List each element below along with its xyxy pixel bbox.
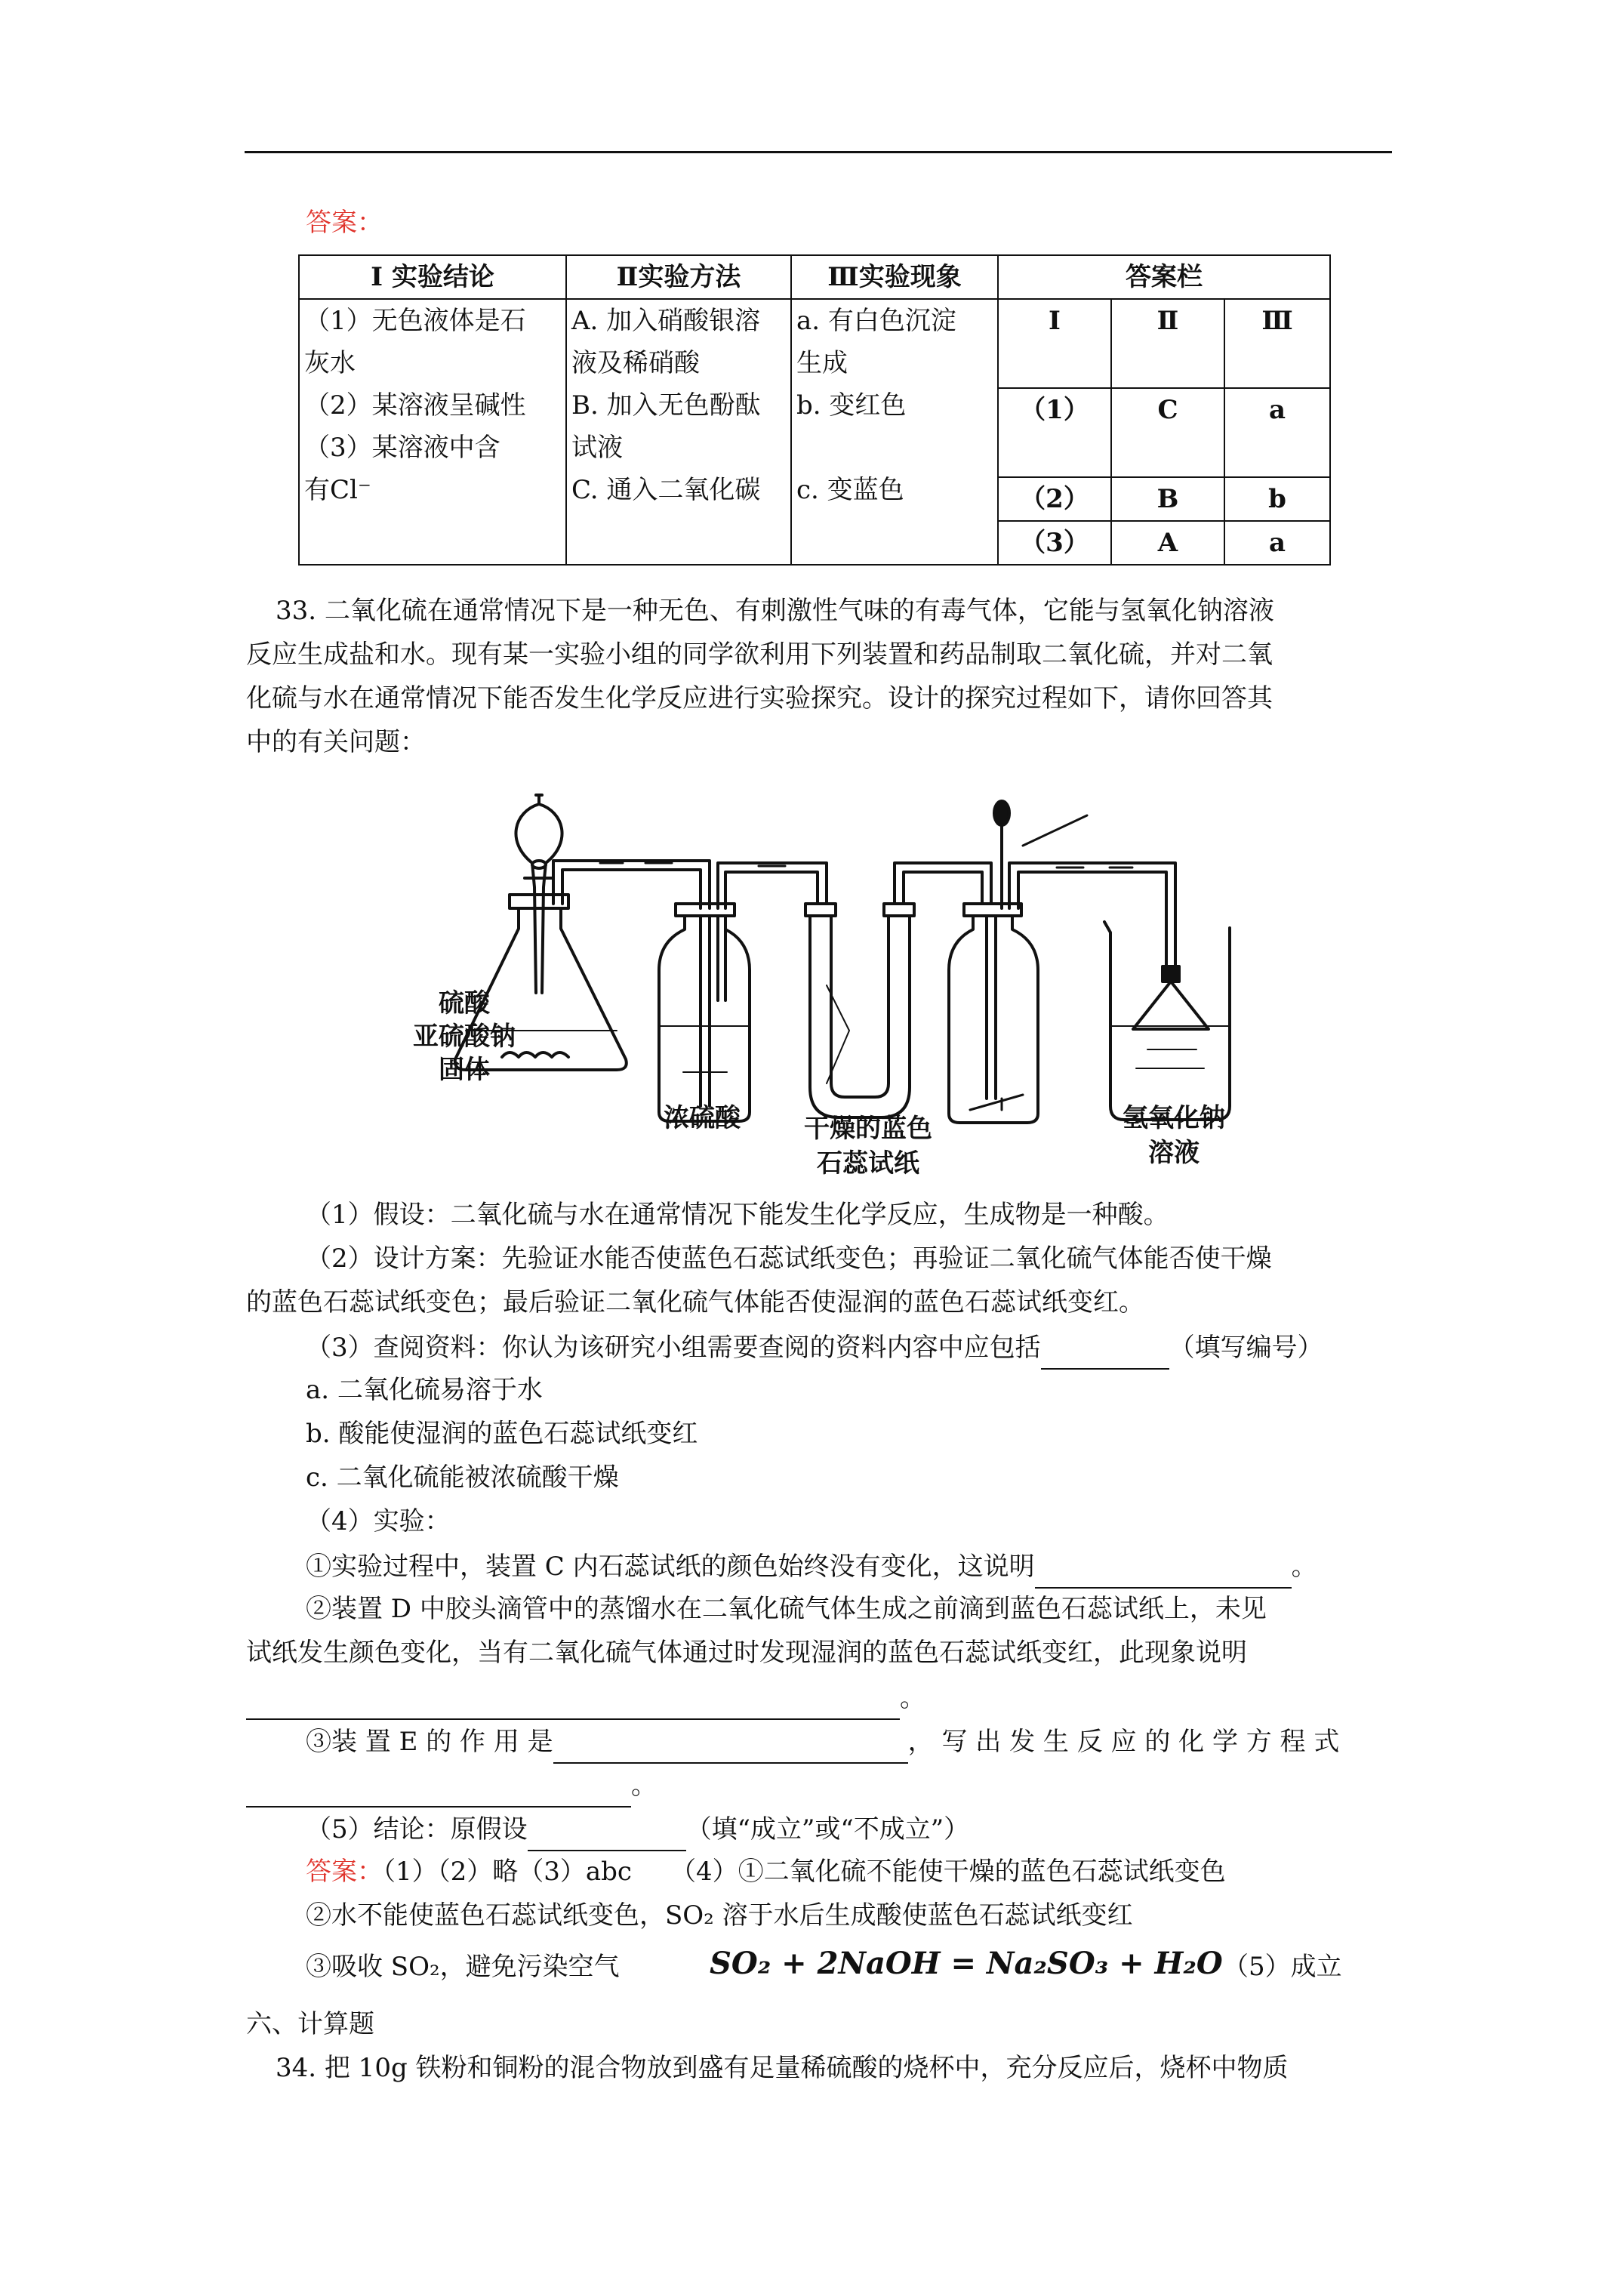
answer-row-index: （3）: [998, 521, 1111, 565]
item-3: （3）查阅资料：你认为该研究小组需要查阅的资料内容中应包括 （填写编号）: [306, 1324, 1323, 1370]
item-2b: 的蓝色石蕊试纸变色；最后验证二氧化硫气体能否使湿润的蓝色石蕊试纸变红。: [246, 1287, 1144, 1318]
answer-subheader: Ⅰ: [998, 299, 1111, 388]
answer-table: [298, 254, 1331, 566]
answer2-line-3-tail: （5）成立: [1223, 1952, 1342, 1982]
answer-row-method: C: [1111, 388, 1224, 477]
top-rule: [245, 151, 1392, 153]
item-4-1: ①实验过程中，装置 C 内石蕊试纸的颜色始终没有变化，这说明 。: [306, 1543, 1317, 1589]
answer-row-method: B: [1111, 477, 1224, 521]
answer2-line-2: ②水不能使蓝色石蕊试纸变色，SO₂ 溶于水后生成酸使蓝色石蕊试纸变红: [306, 1900, 1133, 1931]
blank-4-3a[interactable]: [553, 1718, 908, 1764]
phenomenon-cell: a. 有白色沉淀 生成 b. 变红色 c. 变蓝色: [791, 299, 998, 565]
label-solution: 溶液: [1148, 1138, 1200, 1168]
blank-4-3b[interactable]: [246, 1762, 631, 1808]
q33-line-3: 化硫与水在通常情况下能否发生化学反应进行实验探究。设计的探究过程如下，请你回答其: [246, 683, 1273, 713]
item-4-3c: 。: [246, 1762, 657, 1808]
q34-line-1: 34. 把 10g 铁粉和铜粉的混合物放到盛有足量稀硫酸的烧杯中，充分反应后，烧杯中物质: [276, 2053, 1289, 2083]
answer2-line-3: ③吸收 SO₂，避免污染空气: [306, 1952, 620, 1982]
conclusion-cell: （1）无色液体是石 灰水 （2）某溶液呈碱性 （3）某溶液中含 有Cl⁻: [299, 299, 566, 565]
label-sulfuric-acid: 硫酸: [439, 988, 490, 1019]
item-4-2c: 。: [246, 1675, 925, 1720]
option-c: c. 二氧化硫能被浓硫酸干燥: [306, 1462, 619, 1493]
answer-row-phenomenon: b: [1224, 477, 1330, 521]
blank-5[interactable]: [528, 1806, 686, 1851]
option-b: b. 酸能使湿润的蓝色石蕊试纸变红: [306, 1419, 698, 1449]
method-cell: A. 加入硝酸银溶 液及稀硝酸 B. 加入无色酚酞 试液 C. 通入二氧化碳: [566, 299, 791, 565]
label-sodium-sulfite: 亚硫酸钠: [413, 1022, 516, 1052]
blank-4-2[interactable]: [246, 1675, 900, 1720]
item-4: （4）实验：: [306, 1506, 451, 1536]
item-4-2b: 试纸发生颜色变化，当有二氧化硫气体通过时发现湿润的蓝色石蕊试纸变红，此现象说明: [246, 1638, 1247, 1668]
label-conc-sulfuric-acid: 浓硫酸: [664, 1103, 741, 1133]
item-2a: （2）设计方案：先验证水能否使蓝色石蕊试纸变色；再验证二氧化硫气体能否使干燥: [306, 1244, 1272, 1274]
item-4-2a: ②装置 D 中胶头滴管中的蒸馏水在二氧化硫气体生成之前滴到蓝色石蕊试纸上，未见: [306, 1594, 1267, 1624]
answer-row-phenomenon: a: [1224, 521, 1330, 565]
answer-subheader: Ⅱ: [1111, 299, 1224, 388]
header-conclusion: Ⅰ 实验结论: [299, 255, 566, 299]
answer2-line-1: 答案：（1）（2）略（3）abc （4）①二氧化硫不能使干燥的蓝色石蕊试纸变色: [306, 1857, 1226, 1887]
answer-row-index: （1）: [998, 388, 1111, 477]
answer-subheader: Ⅲ: [1224, 299, 1330, 388]
q33-line-2: 反应生成盐和水。现有某一实验小组的同学欲利用下列装置和药品制取二氧化硫，并对二氧: [246, 639, 1273, 670]
label-litmus-paper: 石蕊试纸: [817, 1148, 919, 1179]
apparatus-diagram: [374, 774, 1257, 1204]
item-4-3: ③装 置 E 的 作 用 是 ， 写 出 发 生 反 应 的 化 学 方 程 式: [306, 1718, 1339, 1764]
header-method: Ⅱ实验方法: [566, 255, 791, 299]
label-dry-blue-litmus: 干燥的蓝色: [804, 1114, 932, 1144]
answer-row-phenomenon: a: [1224, 388, 1330, 477]
answer-row-index: （2）: [998, 477, 1111, 521]
blank-3[interactable]: [1041, 1324, 1169, 1370]
label-solid: 固体: [439, 1055, 490, 1085]
option-a: a. 二氧化硫易溶于水: [306, 1375, 543, 1405]
reaction-equation: SO₂ + 2NaOH = Na₂SO₃ + H₂O: [710, 1946, 1223, 1981]
header-phenomenon: Ⅲ实验现象: [791, 255, 998, 299]
item-1: （1）假设：二氧化硫与水在通常情况下能发生化学反应，生成物是一种酸。: [306, 1200, 1169, 1230]
q33-line-1: 33. 二氧化硫在通常情况下是一种无色、有刺激性气味的有毒气体，它能与氢氧化钠溶液: [276, 596, 1274, 626]
section-6-title: 六、计算题: [246, 2009, 374, 2039]
q33-line-4: 中的有关问题：: [246, 727, 426, 757]
header-answer-column: 答案栏: [998, 255, 1330, 299]
blank-4-1[interactable]: [1035, 1543, 1292, 1589]
item-5: （5）结论：原假设 （填“成立”或“不成立”）: [306, 1806, 969, 1851]
answer-row-method: A: [1111, 521, 1224, 565]
answer-label: 答案：: [306, 208, 383, 238]
label-sodium-hydroxide: 氢氧化钠: [1123, 1103, 1225, 1133]
